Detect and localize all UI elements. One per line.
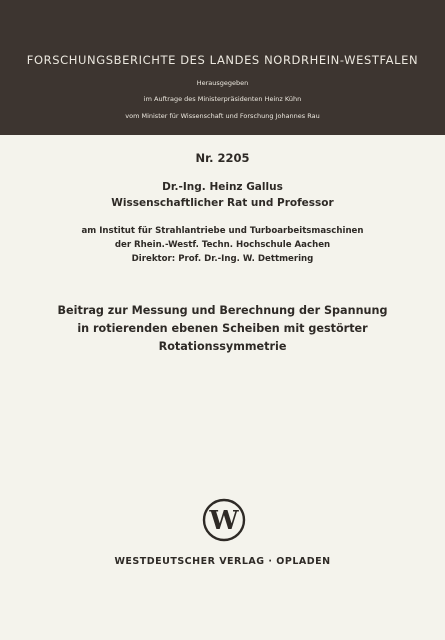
publisher-logo-letter: W bbox=[209, 506, 239, 536]
institute-line-2: der Rhein.-Westf. Techn. Hochschule Aachen bbox=[114, 240, 331, 250]
publisher-logo-icon bbox=[202, 498, 246, 542]
header-band bbox=[0, 0, 445, 135]
title-line-3: Rotationssymmetrie bbox=[158, 340, 287, 353]
institute-line-3: Direktor: Prof. Dr.-Ing. W. Dettmering bbox=[131, 254, 314, 264]
title-line-2: in rotierenden ebenen Scheiben mit gestörter bbox=[77, 322, 368, 335]
title-line-1: Beitrag zur Messung und Berechnung der Spannung bbox=[57, 304, 388, 317]
editor-line-2: vom Minister für Wissenschaft und Forschung Johannes Rau bbox=[125, 112, 320, 120]
editor-label: Herausgegeben bbox=[196, 79, 249, 87]
author-role: Wissenschaftlicher Rat und Professor bbox=[111, 197, 334, 209]
institute-line-1: am Institut für Strahlantriebe und Turboarbeitsmaschinen bbox=[81, 226, 364, 236]
series-title: FORSCHUNGSBERICHTE DES LANDES NORDRHEIN-WESTFALEN bbox=[26, 53, 419, 67]
publisher-name: WESTDEUTSCHER VERLAG · OPLADEN bbox=[114, 556, 331, 567]
editor-line-1: im Auftrage des Ministerpräsidenten Heinz Kühn bbox=[143, 95, 302, 103]
author-name: Dr.-Ing. Heinz Gallus bbox=[162, 181, 283, 193]
report-number: Nr. 2205 bbox=[195, 151, 250, 165]
